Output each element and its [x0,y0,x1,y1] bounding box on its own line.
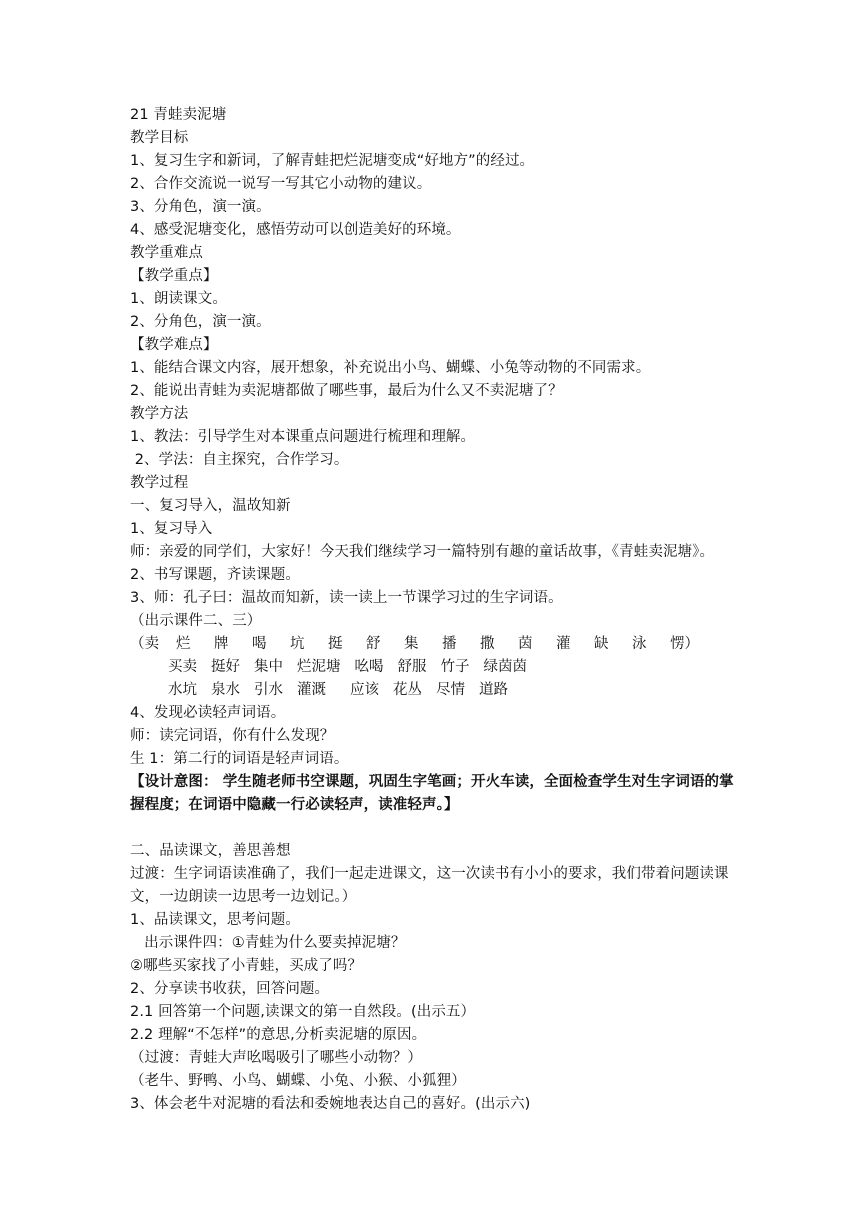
section1-step2: 2、书写课题，齐读课题。 [130,567,300,583]
word-item: 花丛 [393,682,422,698]
character-item: 舒 [366,636,381,652]
section1-step4: 4、发现必读轻声词语。 [130,705,286,721]
goals-heading: 教学目标 [130,130,189,146]
word-item: 道路 [479,682,508,698]
character-item: 缺 [594,636,609,652]
word-item: 水坑 [168,682,197,698]
paragraph-spacer [130,817,740,840]
transition-line: （过渡：青蛙大声吆喝吸引了哪些小动物？） [130,1050,422,1066]
difficulty-item: 2、能说出青蛙为卖泥塘都做了哪些事，最后为什么又不卖泥塘了？ [130,383,563,399]
character-item: 烂 [176,636,191,652]
goal-item: 3、分角色，演一演。 [130,199,271,215]
character-item: 灌 [556,636,571,652]
word-item: 买卖 [168,659,197,675]
word-item: 烂泥塘 [297,659,341,675]
teacher-line: 师：亲爱的同学们，大家好！今天我们继续学习一篇特别有趣的童话故事，《青蛙卖泥塘》。 [130,544,715,560]
process-heading: 教学过程 [130,475,189,491]
word-item: 应该 [350,682,379,698]
word-item: 舒服 [397,659,427,675]
character-item: （卖 [130,636,159,652]
section2-step2-2: 2.2 理解“不怎样”的意思,分析卖泥塘的原因。 [130,1027,427,1043]
courseware-question: 出示课件四：①青蛙为什么要卖掉泥塘？ [130,935,406,951]
word-item: 绿茵茵 [483,659,527,675]
word-item: 灌溉 [297,682,326,698]
character-item: 撒 [480,636,495,652]
method-item: 1、教法：引导学生对本课重点问题进行梳理和理解。 [130,429,476,445]
section1-heading: 一、复习导入，温故知新 [130,498,291,514]
section2-step2-1: 2.1 回答第一个问题,读课文的第一自然段。(出示五） [130,1004,476,1020]
word-item: 集中 [254,659,283,675]
section1-step1: 1、复习导入 [130,521,213,537]
character-item: 牌 [214,636,229,652]
lesson-title: 21 青蛙卖泥塘 [130,107,227,123]
section2-step2: 2、分享读书收获，回答问题。 [130,981,330,997]
method-heading: 教学方法 [130,406,189,422]
character-item: 茵 [518,636,533,652]
word-item: 引水 [254,682,283,698]
word-item: 尽情 [436,682,465,698]
character-item: 喝 [252,636,267,652]
design-intent-note: 【设计意图： 学生随老师书空课题，巩固生字笔画；开火车读，全面检查学生对生字词语的掌握程度；在词语中隐藏一行必读轻声，读准轻声。】 [130,774,734,813]
section2-step3: 3、体会老牛对泥塘的看法和委婉地表达自己的喜好。(出示六) [130,1096,531,1112]
goal-item: 4、感受泥塘变化，感悟劳动可以创造美好的环境。 [130,222,461,238]
character-item: 愣） [670,636,699,652]
key-point-item: 1、朗读课文。 [130,291,227,307]
character-item: 坑 [290,636,305,652]
character-item: 挺 [328,636,343,652]
new-characters-row [130,633,740,656]
character-item: 播 [442,636,457,652]
character-item: 泳 [632,636,647,652]
difficulty-item: 1、能结合课文内容，展开想象，补充说出小鸟、蝴蝶、小兔等动物的不同需求。 [130,360,651,376]
transition-line: 过渡：生字词语读准确了，我们一起走进课文，这一次读书有小小的要求，我们带着问题读课文，一边朗读一边思考一边划记。） [130,866,729,905]
key-points-label: 【教学重点】 [130,268,218,284]
key-point-item: 2、分角色，演一演。 [130,314,271,330]
document-body [130,104,740,1116]
teacher-line: 师：读完词语，你有什么发现？ [130,728,335,744]
character-item: 集 [404,636,419,652]
student-line: 生 1：第二行的词语是轻声词语。 [130,751,349,767]
word-item: 吆喝 [354,659,384,675]
goal-item: 1、复习生字和新词，了解青蛙把烂泥塘变成“好地方”的经过。 [130,153,535,169]
word-item: 挺好 [211,659,240,675]
animals-list: （老牛、野鸭、小鸟、蝴蝶、小兔、小猴、小狐狸） [130,1073,466,1089]
method-item: 2、学法：自主探究，合作学习。 [130,452,349,468]
section1-step3: 3、师：孔子曰：温故而知新，读一读上一节课学习过的生字词语。 [130,590,563,606]
difficulties-label: 【教学难点】 [130,337,218,353]
word-item: 泉水 [211,682,240,698]
section2-heading: 二、品读课文，善思善想 [130,843,291,859]
section2-step1: 1、品读课文，思考问题。 [130,912,300,928]
goal-item: 2、合作交流说一说写一写其它小动物的建议。 [130,176,432,192]
key-difficulty-heading: 教学重难点 [130,245,203,261]
courseware-note: （出示课件二、三） [130,613,262,629]
words-row-1 [130,656,740,679]
words-row-2 [130,679,740,702]
word-item: 竹子 [440,659,470,675]
courseware-question: ②哪些买家找了小青蛙，买成了吗？ [130,958,363,974]
